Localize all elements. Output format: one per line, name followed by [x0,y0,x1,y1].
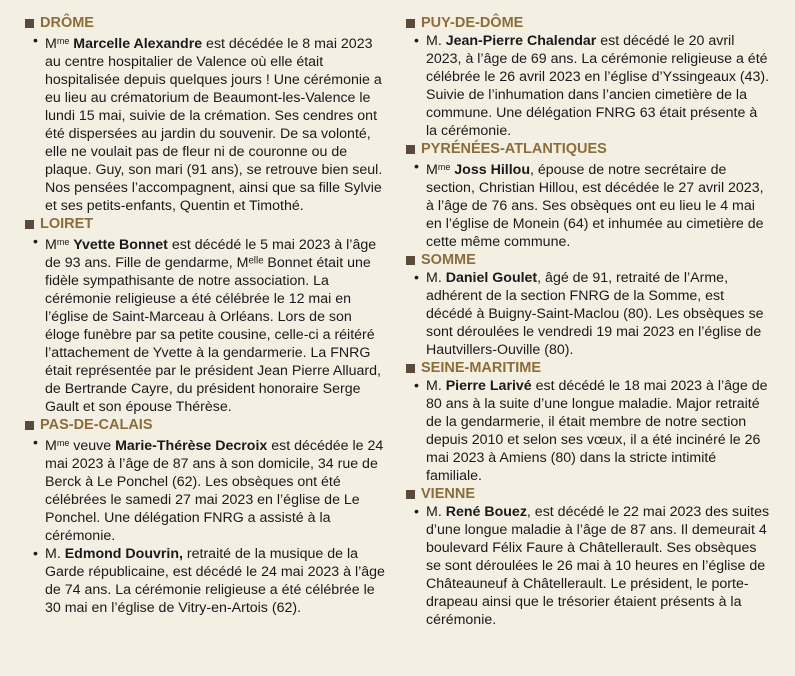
bullet-icon: • [414,504,419,520]
obituary-entry: • $M^{me}$ veuve Marie-Thérèse Decroix est décédée le 24 mai 2023 à l’âge de 87 ans à son domicile, 34 rue de Berck à Le Ponchel (62). Les obsèques ont été célébrées le samedi 27 mai 2023 en l’église de Le Ponchel. Une délégation FNRG a assisté à la cérémonie. [33,435,384,544]
bullet-icon: • [33,546,38,562]
person-name: Yvette Bonnet [73,237,168,253]
bullet-icon: • [33,33,38,49]
obituary-entry: • M. René Bouez, est décédé le 22 mai 2023 des suites d’une longue maladie à l’âge de 87 ans. Il demeurait 4 boulevard Félix Faure à Châtellerault. Ses obsèques se sont déroulées le 26 mai à 10 heures en l’église de Châteauneuf à Châtellerault. Le président, le porte-drapeau ainsi que le trésorier étaient présents à la cérémonie. [414,504,770,628]
square-bullet-icon [25,421,34,430]
section-heading: PUY-DE-DÔME [406,14,772,32]
bullet-icon: • [414,378,419,394]
obituary-entry: • $M^{me}$ Joss Hillou, épouse de notre secrétaire de section, Christian Hillou, est décédée le 27 avril 2023, à l’âge de 76 ans. Ses obsèques ont eu lieu le 4 mai en l’église de Monein (64) et inhumée au cimetière de cette même commune. [414,159,764,250]
right-column [406,14,772,629]
bullet-icon: • [414,159,419,175]
bullet-icon: • [414,33,419,49]
bullet-icon: • [414,270,419,286]
section-pas-de-calais [25,416,387,617]
section-puy-de-dome [406,14,772,140]
section-heading: PYRÉNÉES-ATLANTIQUES [406,140,772,158]
section-heading: LOIRET [25,215,387,233]
person-name: Edmond Douvrin, [64,546,183,562]
square-bullet-icon [25,19,34,28]
person-name: Marcelle Alexandre [73,36,203,52]
section-heading: SEINE-MARITIME [406,359,772,377]
person-name: Marie-Thérèse Decroix [115,438,268,454]
obituary-entry: • M. Pierre Larivé est décédé le 18 mai 2023 à l’âge de 80 ans à la suite d’une longue maladie. Major retraité de la gendarmerie, il était membre de notre section depuis 2010 et selon ses vœux, il a été incinéré le 26 mai 2023 à Amiens (80) dans la stricte intimité familiale. [414,378,768,484]
person-name: René Bouez [445,504,527,520]
section-heading: PAS-DE-CALAIS [25,416,387,434]
obituary-entry: • M. Edmond Douvrin, retraité de la musique de la Garde républicaine, est décédé le 24 mai 2023 à l’âge de 74 ans. La cérémonie religieuse a été célébrée le 30 mai en l’église de Vitry-en-Artois (62). [33,546,385,616]
section-seine-maritime [406,359,772,485]
square-bullet-icon [406,19,415,28]
section-drome [25,14,387,215]
section-pyrenees-atlantiques [406,140,772,251]
bullet-icon: • [33,435,38,451]
square-bullet-icon [25,220,34,229]
square-bullet-icon [406,364,415,373]
person-name: Jean-Pierre Chalendar [445,33,597,49]
square-bullet-icon [406,490,415,499]
section-heading: DRÔME [25,14,387,32]
bullet-icon: • [33,234,38,250]
person-name: Pierre Larivé [445,378,532,394]
square-bullet-icon [406,145,415,154]
section-somme [406,251,772,359]
obituary-entry: • $M^{me}$ Marcelle Alexandre est décédée le 8 mai 2023 au centre hospitalier de Valence où elle était hospitalisée depuis quelques jours ! Une cérémonie a eu lieu au crématorium de Beaumont-les-Valence le lundi 15 mai, suivie de la crémation. Ses cendres ont été dispersées au jardin du souvenir. De sa volonté, elle ne voulait pas de fleur ni de couronne ou de plaque. Guy, son mari (91 ans), se retrouve bien seul. Nos pensées l’accompagnent, ainsi que sa fille Sylvie et ses petits-enfants, Quentin et Timothé. [33,33,383,214]
person-name: Daniel Goulet [445,270,538,286]
person-name: Joss Hillou [454,162,530,178]
obituary-entry: • $M^{me}$ Yvette Bonnet est décédé le 5 mai 2023 à l’âge de 93 ans. Fille de gendarme, Mᵉˡˡᵉ Bonnet était une fidèle sympathisante de notre association. La cérémonie religieuse a été célébrée le 12 mai en l’église de Saint-Marceau à Orléans. Lors de son éloge funèbre par sa petite cousine, celle-ci a réitéré l’attachement de Yvette à la gendarmerie. La FNRG était représentée par le président Jean Pierre Alluard, de Bertrande Cayre, du président honoraire Serge Gault et son épouse Thérèse. [33,234,381,415]
section-heading: SOMME [406,251,772,269]
left-column [25,14,387,617]
section-heading: VIENNE [406,485,772,503]
square-bullet-icon [406,256,415,265]
section-vienne [406,485,772,629]
obituary-entry: • M. Daniel Goulet, âgé de 91, retraité de l’Arme, adhérent de la section FNRG de la Somme, est décédé à Buigny-Saint-Maclou (80). Les obsèques se sont déroulées le vendredi 19 mai 2023 en l’église de Hautvillers-Ouville (80). [414,270,764,358]
obituary-entry: • M. Jean-Pierre Chalendar est décédé le 20 avril 2023, à l’âge de 69 ans. La cérémonie religieuse a été célébrée le 26 avril 2023 en l’église d’Yssingeaux (43). Suivie de l’inhumation dans l’ancien cimetière de la commune. Une délégation FNRG 63 était présente à la cérémonie. [414,33,770,139]
section-loiret [25,215,387,416]
